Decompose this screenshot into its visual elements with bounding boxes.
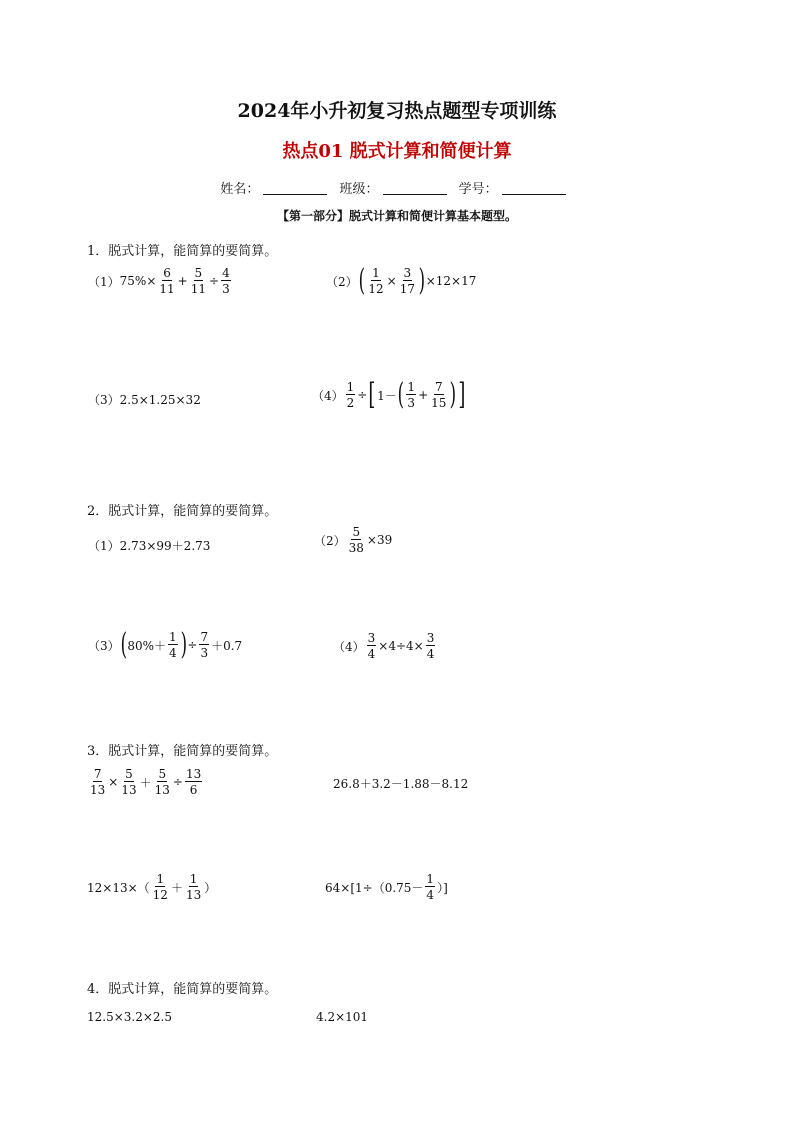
- numerator: 7: [200, 630, 209, 644]
- operator: ÷: [172, 775, 183, 789]
- denominator: 17: [399, 282, 415, 296]
- numerator: 3: [426, 631, 435, 645]
- expr-text: ×4÷4×: [378, 639, 424, 653]
- expr-text: ×12×17: [425, 274, 477, 288]
- fraction: [346, 381, 356, 409]
- denominator: 11: [159, 282, 175, 296]
- left-paren: (: [397, 377, 404, 412]
- fraction: [406, 381, 416, 409]
- numerator: 1: [189, 872, 198, 886]
- problem-label: （4）: [333, 639, 365, 654]
- operator: ×: [108, 775, 119, 789]
- q2-problem-1: [88, 537, 210, 554]
- operator: ＋: [139, 775, 152, 790]
- problem-label: （3）: [88, 393, 120, 407]
- class-label: 班级：: [339, 182, 379, 197]
- q3-problem-2: [333, 775, 468, 792]
- problem-label: （4）: [312, 388, 344, 403]
- left-paren: (: [358, 263, 365, 298]
- q3-heading: 3．脱式计算，能简算的要简算。: [87, 744, 278, 759]
- denominator: 13: [154, 783, 170, 797]
- fraction: [120, 768, 137, 796]
- operator: ÷: [209, 274, 220, 288]
- denominator: 15: [431, 396, 447, 410]
- expr-text: 1－: [377, 388, 397, 403]
- denominator: 4: [169, 646, 177, 660]
- denominator: 38: [348, 541, 364, 555]
- operator: ×: [386, 274, 397, 288]
- expr-text: ）: [204, 880, 217, 895]
- denominator: 2: [346, 396, 355, 410]
- operator: +: [418, 388, 429, 402]
- denominator: 6: [189, 783, 198, 797]
- right-bracket: ]: [458, 377, 466, 412]
- name-blank: [263, 180, 327, 195]
- q4-heading: 4．脱式计算，能简算的要简算。: [87, 982, 278, 997]
- numerator: 4: [222, 266, 230, 280]
- q3-problem-1: [87, 768, 204, 796]
- denominator: 3: [222, 282, 230, 296]
- fraction: [185, 768, 202, 796]
- fraction: [426, 632, 436, 660]
- page-title: 2024年小升初复习热点题型专项训练: [237, 100, 557, 122]
- fraction: [154, 768, 171, 796]
- id-blank: [502, 180, 566, 195]
- fraction: [348, 526, 365, 554]
- expr-text: ＋0.7: [211, 638, 243, 653]
- fraction: [367, 267, 384, 295]
- denominator: 13: [121, 783, 137, 797]
- expr-text: 2.5×1.25×32: [119, 392, 201, 407]
- operator: +: [177, 274, 188, 288]
- numerator: 1: [346, 380, 355, 394]
- fraction: [152, 873, 169, 901]
- section-heading: 【第一部分】脱式计算和简便计算基本题型。: [276, 209, 517, 223]
- q2-problem-2: [314, 526, 392, 554]
- q4-problem-1: [87, 1010, 172, 1024]
- numerator: 5: [352, 525, 361, 539]
- problem-label: （1）: [88, 539, 120, 553]
- numerator: 1: [169, 630, 177, 644]
- denominator: 13: [90, 783, 106, 797]
- q1-problem-3: [88, 391, 201, 408]
- q1-problem-4: [312, 377, 467, 412]
- numerator: 1: [407, 380, 416, 394]
- numerator: 5: [158, 767, 167, 781]
- numerator: 13: [185, 767, 202, 781]
- denominator: 12: [368, 282, 384, 296]
- expr-text: ×39: [366, 533, 393, 547]
- numerator: 6: [163, 266, 171, 280]
- denominator: 12: [152, 888, 168, 902]
- numerator: 7: [93, 767, 102, 781]
- numerator: 5: [125, 767, 133, 781]
- expr-text: 80%＋: [127, 638, 167, 653]
- fraction: [221, 267, 231, 295]
- page-subtitle: 热点01 脱式计算和简便计算: [282, 141, 512, 162]
- numerator: 1: [426, 872, 435, 886]
- q1-problem-2: [326, 263, 477, 298]
- expr-text: 75%×: [119, 274, 157, 288]
- id-label: 学号：: [458, 182, 498, 197]
- denominator: 11: [190, 282, 206, 296]
- expr-text: 64×[1÷（0.75－: [325, 880, 424, 895]
- q2-problem-4: [333, 632, 437, 660]
- denominator: 13: [185, 888, 202, 902]
- left-bracket: [: [368, 377, 376, 412]
- fraction: [399, 267, 416, 295]
- numerator: 3: [367, 631, 376, 645]
- q2-heading: 2．脱式计算，能简算的要简算。: [87, 504, 278, 519]
- problem-label: （2）: [314, 533, 346, 548]
- fraction: [199, 631, 209, 659]
- q1-heading: 1．脱式计算，能简算的要简算。: [87, 244, 278, 259]
- class-blank: [383, 180, 447, 195]
- expr-text: 26.8＋3.2－1.88－8.12: [333, 777, 469, 791]
- operator: ＋: [170, 880, 183, 895]
- operator: ÷: [187, 638, 198, 652]
- numerator: 3: [403, 266, 412, 280]
- problem-label: （2）: [326, 274, 358, 289]
- fraction: [190, 267, 207, 295]
- right-paren: ): [180, 627, 187, 662]
- problem-label: （1）: [88, 274, 120, 289]
- denominator: 4: [367, 647, 376, 661]
- denominator: 4: [426, 888, 435, 902]
- fraction: [367, 632, 377, 660]
- q2-problem-3: [88, 627, 243, 662]
- denominator: 4: [426, 647, 435, 661]
- fraction: [185, 873, 202, 901]
- expr-text: ）]: [437, 880, 448, 895]
- right-paren: ): [450, 377, 457, 412]
- name-label: 姓名：: [220, 182, 260, 197]
- expr-text: 4.2×101: [316, 1010, 369, 1024]
- fraction: [168, 631, 178, 659]
- expr-text: 12×13×（: [87, 880, 150, 895]
- numerator: 1: [156, 872, 165, 886]
- q3-problem-4: [325, 873, 448, 901]
- q3-problem-3: [87, 873, 216, 901]
- expr-text: 12.5×3.2×2.5: [87, 1010, 172, 1024]
- q4-problem-2: [316, 1010, 368, 1024]
- fraction: [425, 873, 435, 901]
- problem-label: （3）: [88, 638, 120, 653]
- expr-text: 2.73×99＋2.73: [119, 539, 211, 553]
- left-paren: (: [120, 627, 127, 662]
- fraction: [430, 381, 447, 409]
- student-info: [0, 178, 794, 197]
- numerator: 7: [434, 380, 443, 394]
- fraction: [158, 267, 175, 295]
- denominator: 3: [200, 646, 209, 660]
- numerator: 1: [372, 266, 380, 280]
- numerator: 5: [194, 266, 203, 280]
- denominator: 3: [407, 396, 416, 410]
- fraction: [89, 768, 106, 796]
- right-paren: ): [418, 263, 426, 298]
- q1-problem-1: [88, 267, 233, 295]
- operator: ÷: [357, 388, 368, 402]
